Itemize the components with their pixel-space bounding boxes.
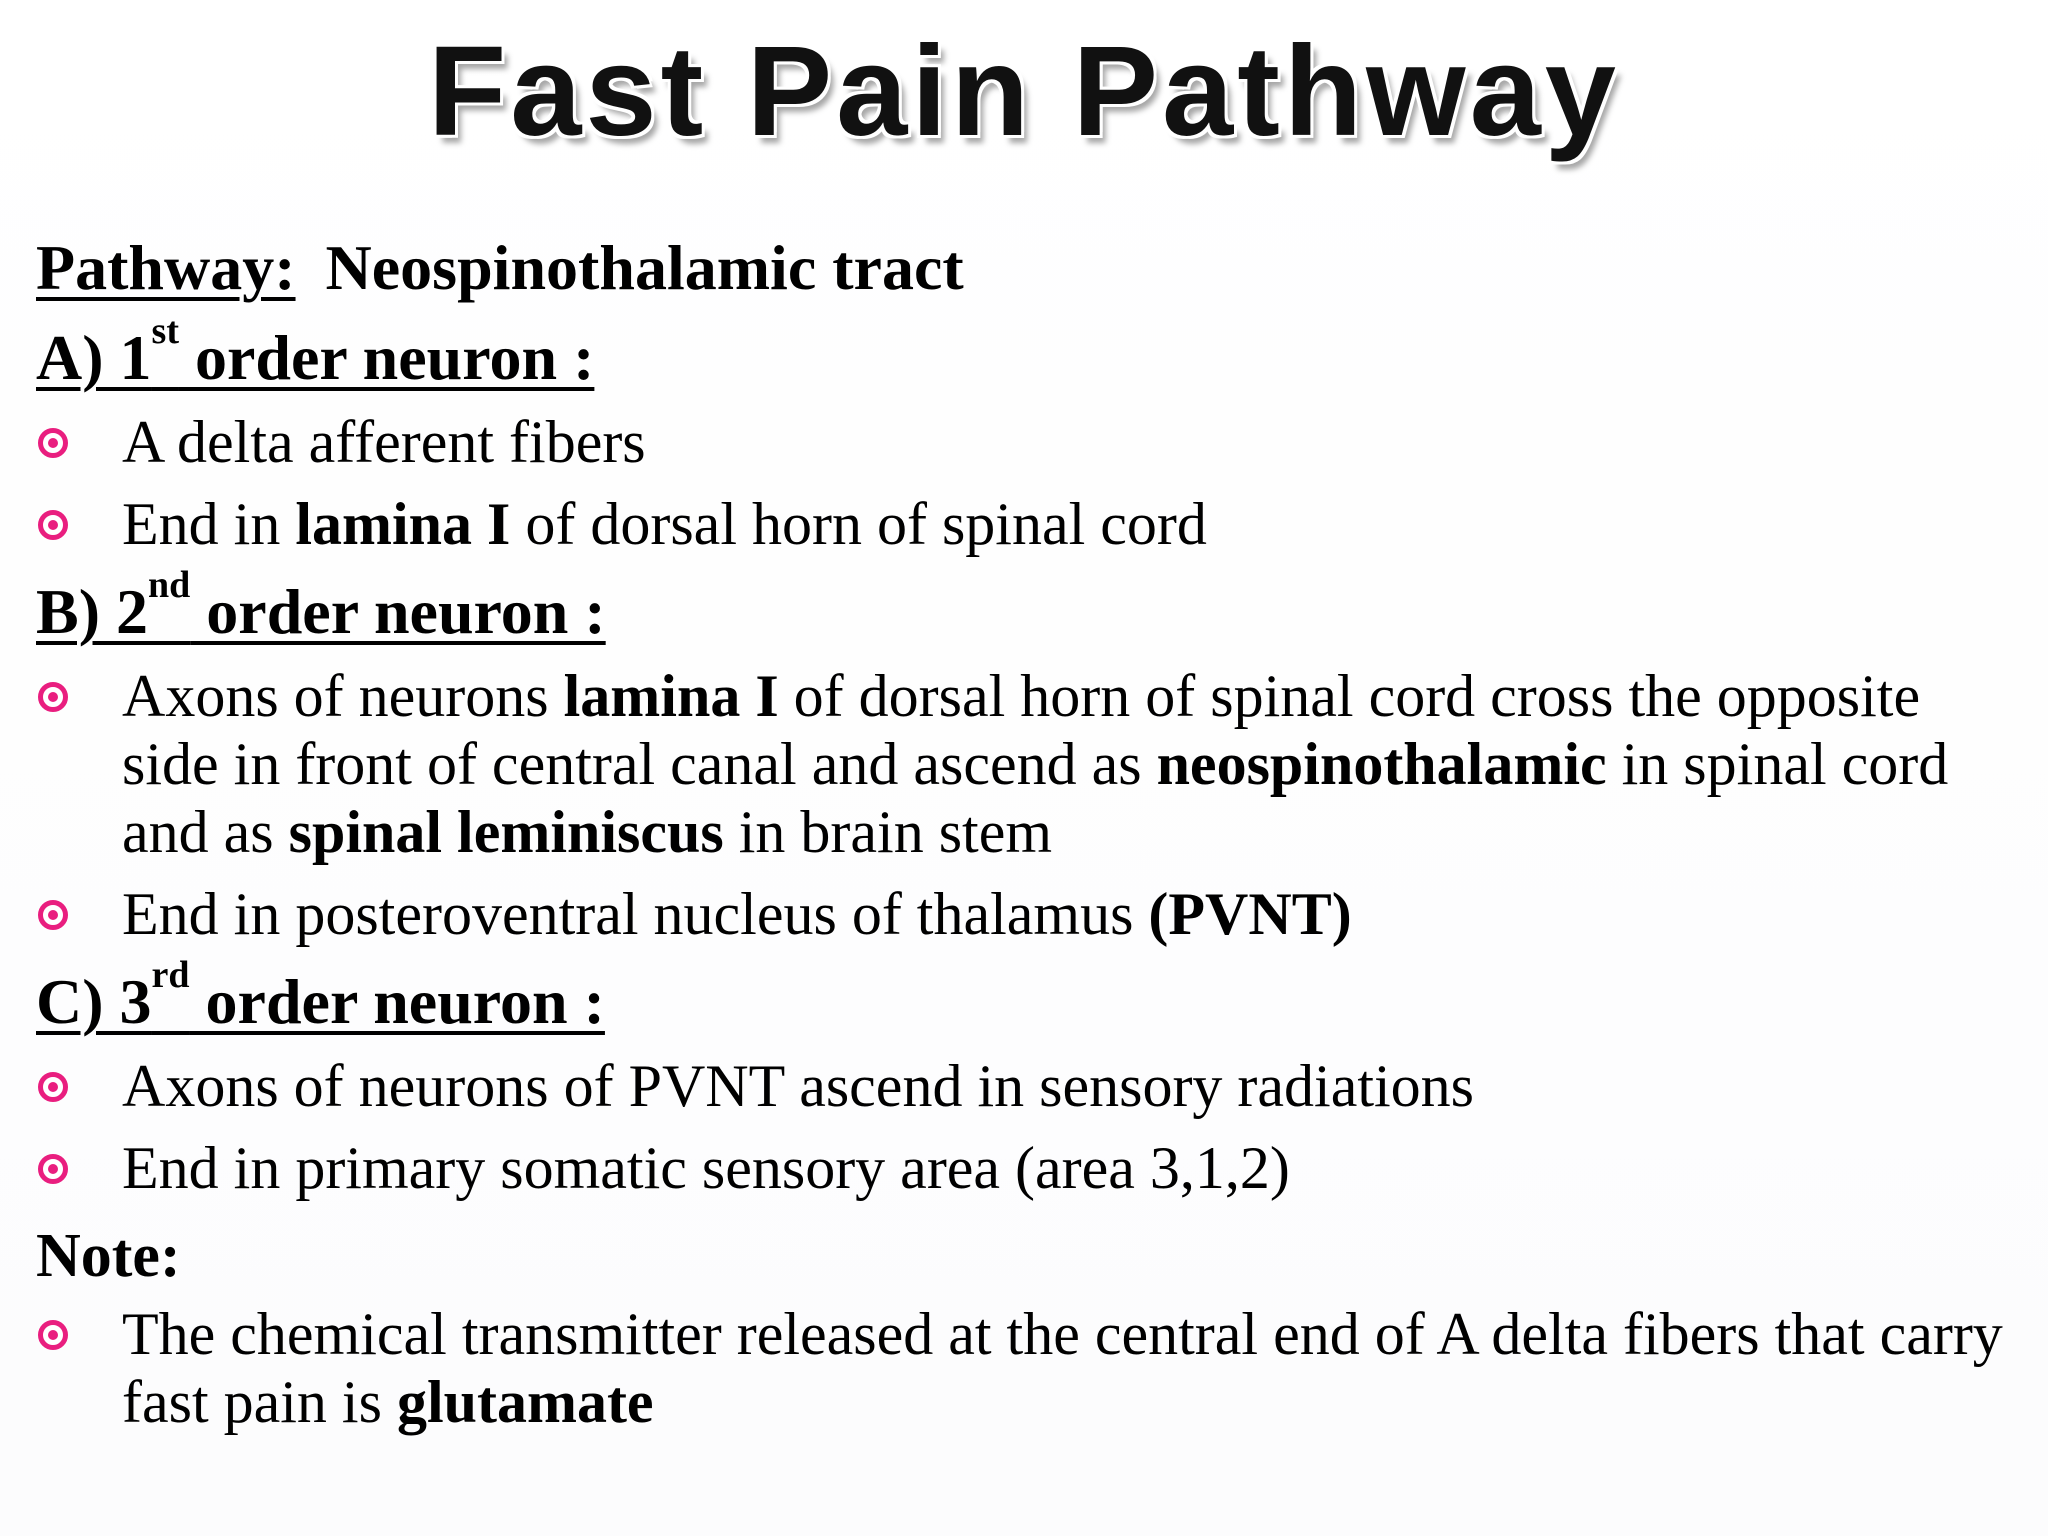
bold-term: neospinothalamic: [1156, 731, 1607, 797]
bold-term: lamina I: [563, 663, 779, 729]
text-segment: End in: [122, 491, 296, 557]
bold-term: (PVNT): [1148, 881, 1352, 947]
target-bullet-icon: [38, 428, 68, 458]
list-item: [36, 1134, 2026, 1202]
list-item: [36, 490, 2026, 558]
section-heading-c: [36, 954, 2026, 1052]
list-item: [36, 1052, 2026, 1120]
slide-title-text: Fast Pain Pathway: [428, 20, 1620, 163]
target-bullet-icon: [38, 900, 68, 930]
target-bullet-icon: [38, 510, 68, 540]
text-segment: of dorsal horn of spinal cord cross the opposite side in front of central canal and ascend as: [122, 663, 1921, 797]
note-list: [36, 1300, 2026, 1436]
list-item: [36, 880, 2026, 948]
pathway-heading: [36, 228, 2026, 318]
pathway-label: Pathway:: [36, 232, 296, 303]
bold-term: spinal leminiscus: [288, 799, 724, 865]
text-segment: Axons of neurons of PVNT ascend in sensory radiations: [122, 1053, 1475, 1119]
pathway-value: Neospinothalamic tract: [325, 232, 964, 303]
target-bullet-icon: [38, 682, 68, 712]
section-a-prefix: A) 1: [36, 322, 152, 393]
section-heading-a: [36, 310, 2026, 408]
text-segment: End in posteroventral nucleus of thalamus: [122, 881, 1149, 947]
text-segment: Axons of neurons: [122, 663, 564, 729]
text-segment: A delta afferent fibers: [122, 409, 646, 475]
section-b-prefix: B) 2: [36, 576, 148, 647]
section-b-sup: nd: [148, 564, 191, 606]
note-heading: Note:: [36, 1222, 181, 1290]
section-b-suffix: order neuron :: [190, 576, 606, 647]
list-item: [36, 662, 2026, 866]
section-heading-b-text: [36, 564, 606, 647]
text-segment: The chemical transmitter released at the central end of A delta fibers that carry fast pain is: [122, 1301, 2003, 1435]
slide-title: [0, 18, 2048, 165]
bold-term: lamina I: [295, 491, 511, 557]
section-heading-c-text: [36, 954, 605, 1037]
section-a-sup: st: [151, 310, 179, 352]
section-a-suffix: order neuron :: [178, 322, 595, 393]
slide-content: [36, 228, 2026, 1450]
text-segment: in brain stem: [723, 799, 1053, 865]
section-c-sup: rd: [151, 954, 190, 996]
section-heading-b: [36, 564, 2026, 662]
text-segment: End in primary somatic sensory area (area 3,1,2): [122, 1135, 1290, 1201]
section-a-list: [36, 408, 2026, 558]
list-item: [36, 408, 2026, 476]
section-c-suffix: order neuron :: [189, 966, 605, 1037]
list-item: [36, 1300, 2026, 1436]
section-b-list: [36, 662, 2026, 948]
target-bullet-icon: [38, 1320, 68, 1350]
target-bullet-icon: [38, 1072, 68, 1102]
section-heading-a-text: [36, 310, 595, 393]
target-bullet-icon: [38, 1154, 68, 1184]
text-segment: of dorsal horn of spinal cord: [510, 491, 1207, 557]
text-segment: in spinal cord and as: [122, 731, 1949, 865]
section-c-list: [36, 1052, 2026, 1202]
bold-term: glutamate: [396, 1369, 654, 1435]
section-c-prefix: C) 3: [36, 966, 152, 1037]
